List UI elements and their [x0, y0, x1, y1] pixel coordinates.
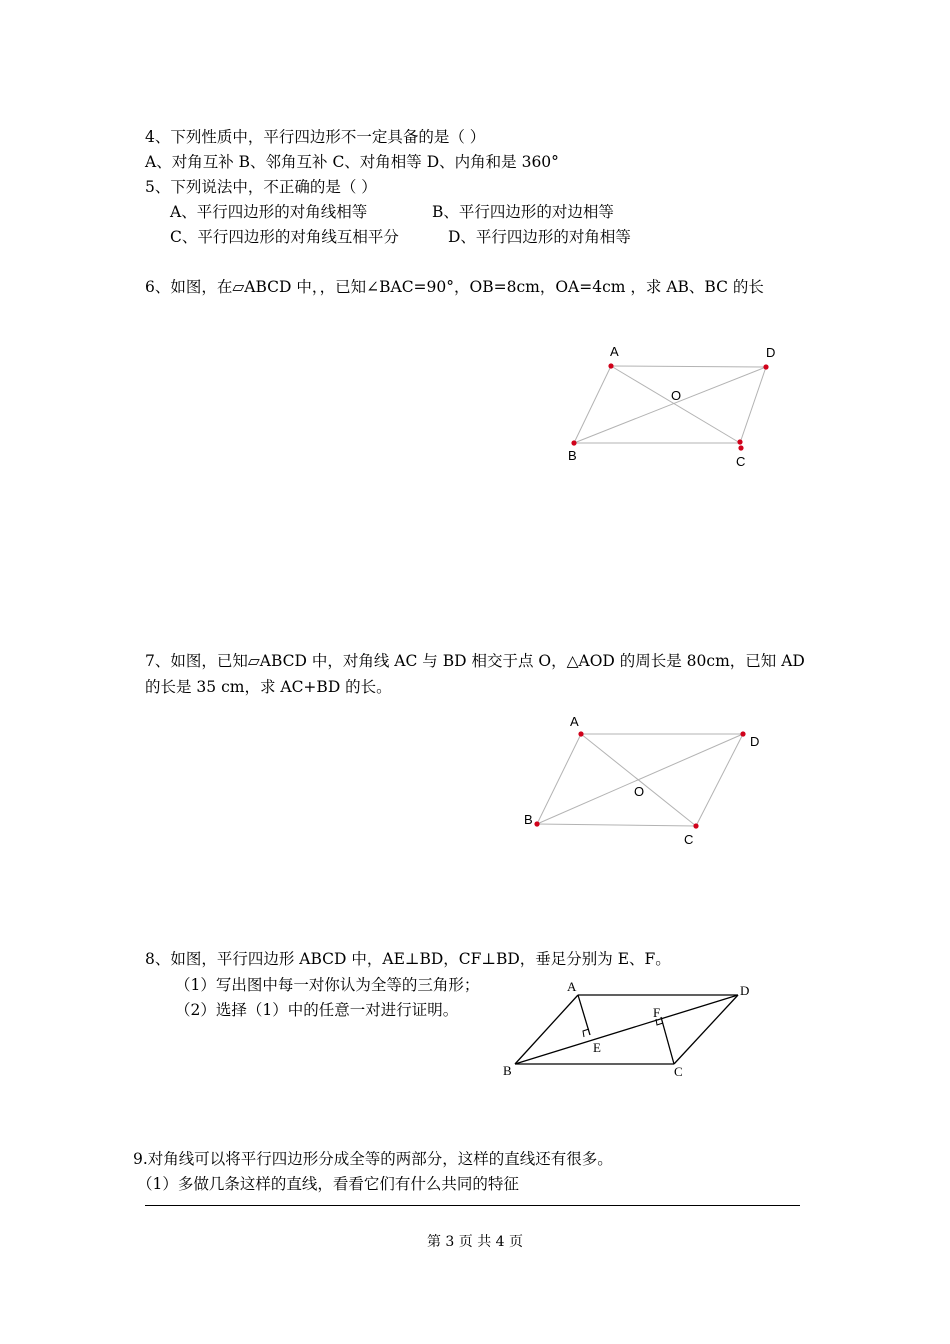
q6-label-a: A: [610, 344, 619, 359]
page-footer: 第 3 页 共 4 页: [426, 1234, 524, 1250]
q6-stem: 6、如图，在▱ABCD 中，，已知∠BAC=90°，OB=8cm，OA=4cm ，求 AB、BC 的长: [145, 278, 764, 296]
q7-point-d: [740, 731, 745, 736]
q6-point-c2: [738, 445, 743, 450]
q5-option-d: D、平行四边形的对角相等: [448, 228, 631, 246]
q8-sub-1: （1）写出图中每一对你认为全等的三角形；: [175, 976, 480, 994]
q7-side-cb: [537, 824, 696, 826]
q9-sub-1: （1）多做几条这样的直线，看看它们有什么共同的特征: [137, 1175, 519, 1193]
q6-side-ba: [574, 366, 611, 443]
q4-stem: 4、下列性质中，平行四边形不一定具备的是（ ）: [145, 128, 486, 146]
q6-point-d: [763, 364, 768, 369]
q6-point-b: [571, 440, 576, 445]
q5-option-a: A、平行四边形的对角线相等: [170, 203, 368, 221]
q7-side-ba: [537, 734, 581, 824]
q7-label-c: C: [684, 832, 694, 847]
q6-label-b: B: [568, 448, 577, 463]
q8-parallelogram-figure: [498, 975, 768, 1085]
q8-sub-2: （2）选择（1）中的任意一对进行证明。: [175, 1001, 459, 1019]
q6-label-c: C: [736, 454, 746, 469]
q5-option-c: C、平行四边形的对角线互相平分: [170, 228, 399, 246]
q6-label-o: O: [671, 388, 682, 403]
q6-diagonal-ac: [611, 366, 740, 443]
q5-stem: 5、下列说法中，不正确的是（ ）: [145, 178, 377, 196]
q8-label-d: D: [740, 983, 750, 998]
q7-line-1: 7、如图，已知▱ABCD 中，对角线 AC 与 BD 相交于点 O，△AOD 的周长是 80cm，已知 AD: [145, 652, 805, 670]
q7-label-d: D: [750, 734, 760, 749]
q8-label-a: A: [567, 979, 577, 994]
q5-option-b: B、平行四边形的对边相等: [432, 203, 614, 221]
q6-side-ad: [611, 366, 766, 367]
q8-label-c: C: [674, 1064, 683, 1079]
q7-point-c: [693, 823, 698, 828]
q6-parallelogram-figure: [560, 338, 790, 478]
footer-divider: [145, 1205, 800, 1206]
q6-point-a: [608, 363, 613, 368]
q8-label-f: F: [653, 1005, 661, 1020]
q7-point-a: [578, 731, 583, 736]
q6-diagonal-bd: [574, 367, 766, 443]
q6-point-c: [737, 439, 742, 444]
q8-perpendicular-cf: [661, 1017, 674, 1064]
q6-label-d: D: [766, 345, 776, 360]
q7-label-a: A: [570, 714, 579, 729]
q7-point-b: [534, 821, 539, 826]
q4-options: A、对角互补 B、邻角互补 C、对角相等 D、内角和是 360°: [145, 153, 559, 171]
q8-stem: 8、如图，平行四边形 ABCD 中，AE⊥BD，CF⊥BD，垂足分别为 E、F。: [145, 950, 671, 968]
q7-parallelogram-figure: [520, 710, 780, 850]
q7-diagonal-bd: [537, 734, 743, 824]
q8-diagonal-bd: [515, 995, 738, 1064]
q7-label-b: B: [524, 812, 533, 827]
q9-stem: 9.对角线可以将平行四边形分成全等的两部分，这样的直线还有很多。: [133, 1150, 613, 1168]
q8-label-b: B: [503, 1063, 512, 1078]
q8-label-e: E: [593, 1040, 601, 1055]
q7-side-dc: [696, 734, 743, 826]
q7-line-2: 的长是 35 cm，求 AC+BD 的长。: [145, 678, 392, 696]
q7-label-o: O: [634, 784, 645, 799]
q6-side-dc: [740, 367, 766, 443]
